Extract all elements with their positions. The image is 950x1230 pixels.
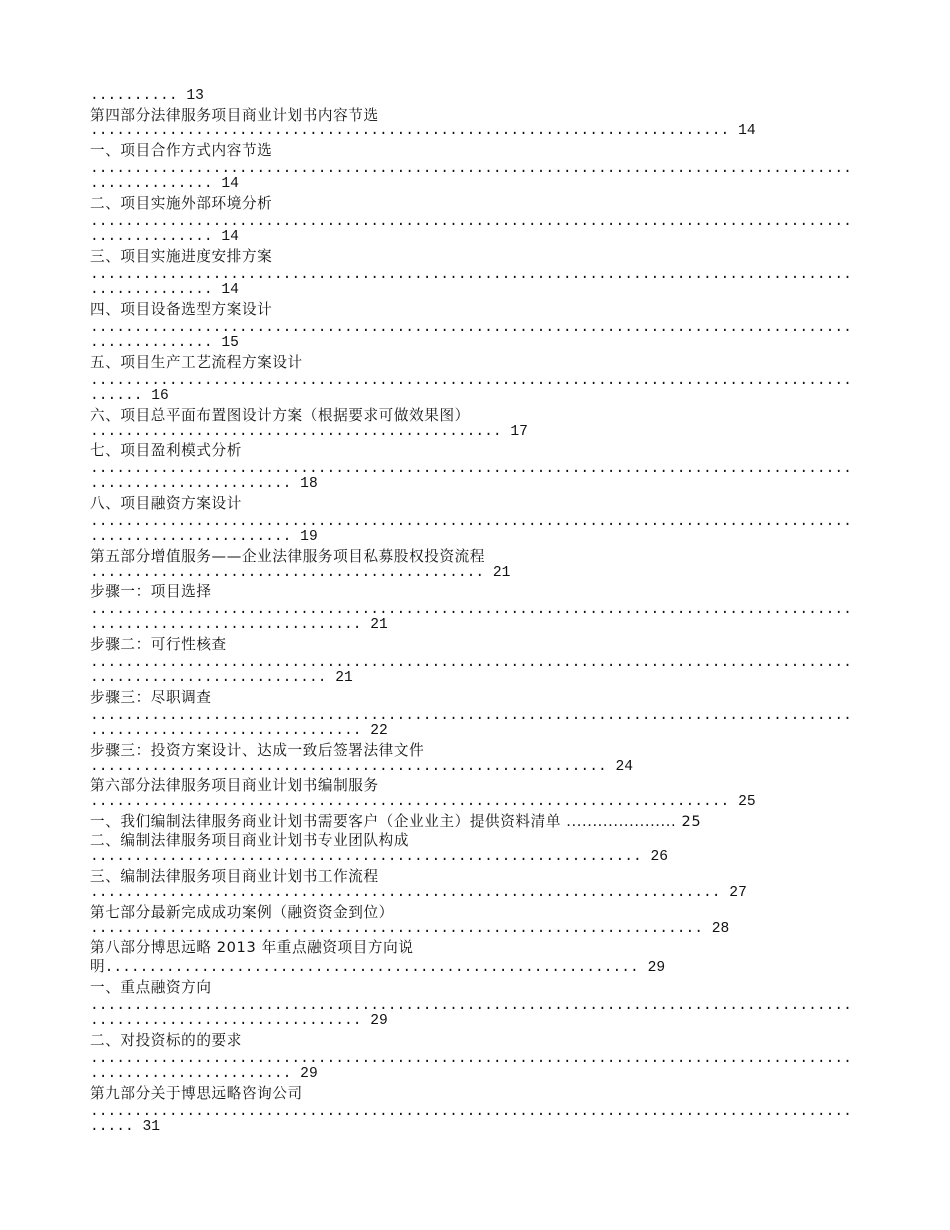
toc-leader[interactable]: ............................... 22	[90, 723, 388, 739]
toc-leader[interactable]: ........................................................................ 27	[90, 885, 747, 901]
toc-leader: .......................................................................................	[90, 602, 852, 618]
toc-entry[interactable]: 二、编制法律服务项目商业计划书专业团队构成	[90, 832, 410, 849]
toc-leader[interactable]: ............................................. 21	[90, 565, 511, 581]
toc-leader[interactable]: ............................... 21	[90, 617, 388, 633]
toc-leader[interactable]: ............................................................... 26	[90, 849, 669, 865]
toc-leader[interactable]: ....................... 19	[90, 529, 318, 545]
toc-leader: .......................................................................................	[90, 655, 852, 671]
toc-leader: .......................................................................................	[90, 1051, 852, 1067]
toc-leader[interactable]: ..... 31	[90, 1119, 161, 1135]
toc-leader[interactable]: ...................................................................... 28	[90, 921, 730, 937]
toc-leader[interactable]: 明............................................................. 29	[90, 960, 666, 976]
toc-leader: .......................................................................................	[90, 998, 852, 1014]
toc-leader: .......................................................................................	[90, 373, 852, 389]
toc-leader[interactable]: ............................................... 17	[90, 424, 528, 440]
toc-entry[interactable]: 步骤一：项目选择	[90, 583, 212, 600]
toc-leader[interactable]: ...... 16	[90, 388, 169, 404]
toc-leader[interactable]: .......... 13	[90, 88, 204, 104]
toc-leader[interactable]: .............. 14	[90, 176, 239, 192]
toc-leader: .......................................................................................	[90, 708, 852, 724]
toc-leader[interactable]: ....................... 29	[90, 1066, 318, 1082]
toc-leader: .......................................................................................	[90, 320, 852, 336]
toc-leader: .......................................................................................	[90, 461, 852, 477]
toc-entry[interactable]: 六、项目总平面布置图设计方案（根据要求可做效果图）	[90, 407, 470, 424]
toc-entry-part7[interactable]: 第七部分最新完成成功案例（融资资金到位）	[90, 904, 394, 921]
toc-leader[interactable]: ........................................................... 24	[90, 759, 633, 775]
toc-entry[interactable]: 五、项目生产工艺流程方案设计	[90, 354, 303, 371]
toc-entry[interactable]: 三、编制法律服务项目商业计划书工作流程	[90, 868, 379, 885]
toc-leader[interactable]: ....................... 18	[90, 476, 318, 492]
toc-entry-part8[interactable]: 第八部分博思远略 2013 年重点融资项目方向说	[90, 939, 414, 956]
toc-entry-part6[interactable]: 第六部分法律服务项目商业计划书编制服务	[90, 777, 379, 794]
toc-entry[interactable]: 三、项目实施进度安排方案	[90, 248, 273, 265]
toc-leader: .......................................................................................	[90, 267, 852, 283]
toc-leader: .......................................................................................	[90, 161, 852, 177]
toc-entry[interactable]: 一、我们编制法律服务商业计划书需要客户（企业业主）提供资料清单 ..................... 25	[90, 813, 702, 830]
toc-entry[interactable]: 步骤三：投资方案设计、达成一致后签署法律文件	[90, 742, 425, 759]
toc-entry[interactable]: 步骤二：可行性核查	[90, 636, 227, 653]
toc-entry[interactable]: 步骤三：尽职调查	[90, 689, 212, 706]
toc-entry[interactable]: 一、重点融资方向	[90, 979, 212, 996]
toc-leader: .......................................................................................	[90, 1104, 852, 1120]
toc-leader[interactable]: .............. 14	[90, 282, 239, 298]
toc-leader[interactable]: .............. 14	[90, 229, 239, 245]
toc-entry[interactable]: 二、项目实施外部环境分析	[90, 195, 273, 212]
toc-entry[interactable]: 二、对投资标的的要求	[90, 1032, 242, 1049]
toc-entry[interactable]: 八、项目融资方案设计	[90, 495, 242, 512]
toc-leader[interactable]: ........................... 21	[90, 670, 353, 686]
toc-entry-part4[interactable]: 第四部分法律服务项目商业计划书内容节选	[90, 107, 379, 124]
toc-entry[interactable]: 四、项目设备选型方案设计	[90, 301, 273, 318]
toc-leader: .......................................................................................	[90, 514, 852, 530]
toc-entry-part5[interactable]: 第五部分增值服务——企业法律服务项目私募股权投资流程	[90, 548, 486, 565]
toc-leader[interactable]: ......................................................................... 14	[90, 123, 756, 139]
toc-entry[interactable]: 七、项目盈利模式分析	[90, 442, 242, 459]
toc-leader[interactable]: .............. 15	[90, 335, 239, 351]
toc-leader[interactable]: ............................... 29	[90, 1013, 388, 1029]
toc-leader: .......................................................................................	[90, 214, 852, 230]
toc-entry-part9[interactable]: 第九部分关于博思远略咨询公司	[90, 1085, 303, 1102]
toc-leader[interactable]: ......................................................................... 25	[90, 794, 756, 810]
toc-entry[interactable]: 一、项目合作方式内容节选	[90, 142, 273, 159]
